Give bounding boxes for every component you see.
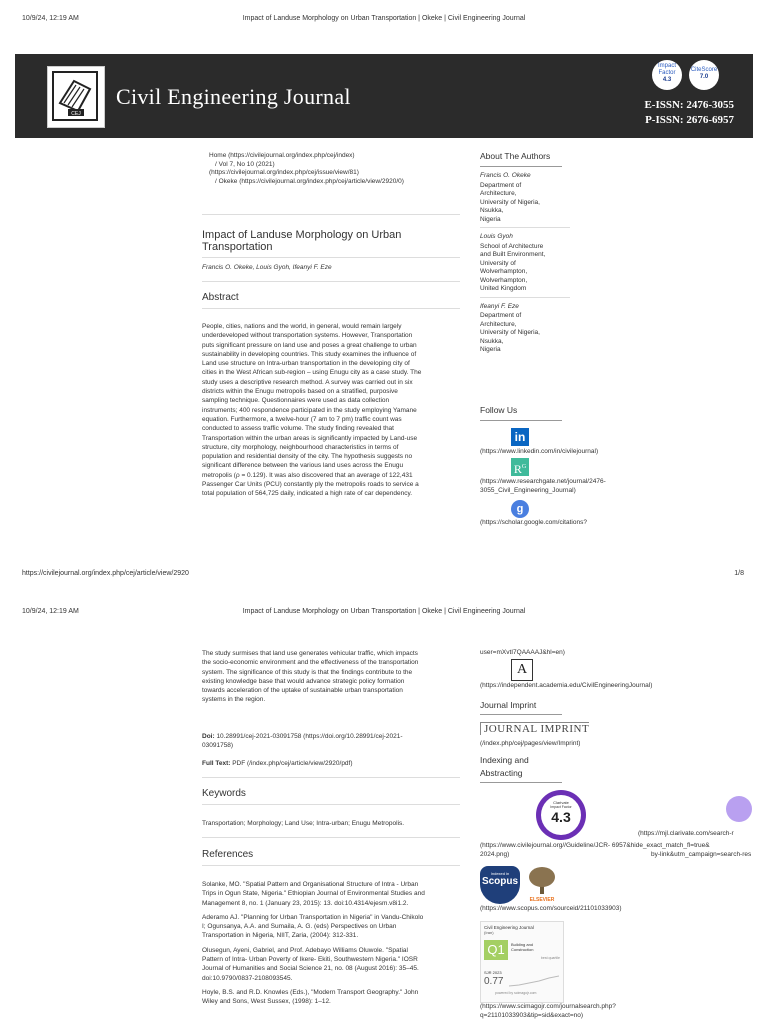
author-name: Francis O. Okeke xyxy=(480,172,531,179)
sjr-category-1: Building and xyxy=(511,942,534,947)
reference-line: Wiley and Sons, West Sussex, (1998): 1–12. xyxy=(202,998,331,1006)
authors-list xyxy=(480,172,570,363)
impact-factor-badge[interactable] xyxy=(652,60,682,90)
abstract-line: study uses a descriptive research method. A survey was carried out in six xyxy=(202,378,413,386)
impact-factor-label1: Impact xyxy=(657,63,676,69)
abstract-line: towards acceleration of the uptake of sustainable urban transportation xyxy=(202,687,403,695)
sjr-link[interactable] xyxy=(480,1003,616,1020)
clarivate-label: Clarivate xyxy=(553,800,569,805)
elsevier-logo[interactable] xyxy=(523,866,561,904)
author-affiliation: School of Architecture xyxy=(480,242,544,250)
divider xyxy=(480,782,562,783)
author-name: Louis Gyoh xyxy=(480,233,513,240)
author-affiliation: Department of xyxy=(480,181,522,189)
print-header-datetime-2: 10/9/24, 12:19 AM xyxy=(22,608,79,615)
impact-factor-value: 4.3 xyxy=(662,77,672,83)
breadcrumb xyxy=(209,152,404,186)
mjl-url-1: (https://mjl.clarivate.com/search-r xyxy=(638,830,734,837)
reference-item xyxy=(202,988,468,1007)
scopus-label: Scopus xyxy=(481,876,519,887)
author-affiliation: Wolverhampton, xyxy=(480,268,528,275)
print-footer-page: 1/8 xyxy=(734,570,744,577)
divider xyxy=(202,837,460,838)
breadcrumb-home[interactable]: Home (https://civilejournal.org/index.php/cej/index) xyxy=(209,152,355,159)
sjr-widget[interactable] xyxy=(480,921,564,1003)
divider xyxy=(202,281,460,282)
journal-imprint-heading: Journal Imprint xyxy=(480,700,537,710)
author-affiliation: United Kingdom xyxy=(480,285,527,292)
print-header-title-2: Impact of Landuse Morphology on Urban Transportation | Okeke | Civil Engineering Journal xyxy=(242,608,526,615)
author-affiliation: Architecture, xyxy=(480,190,517,197)
author-affiliation: Architecture, xyxy=(480,320,517,328)
clarivate-url-2: 2024.png) xyxy=(480,850,510,858)
keywords-text: Transportation; Morphology; Land Use; Intra-urban; Enugu Metropolis. xyxy=(202,820,405,827)
mjl-clarivate-icon[interactable] xyxy=(726,796,752,822)
elsevier-tree-icon xyxy=(527,866,557,894)
reference-line: Management 8, no. 1 (January 23, 2015): 13. doi:10.4314/ejesm.v8i1.2. xyxy=(202,899,409,907)
divider xyxy=(480,420,562,421)
abstract-line: districts within the Enugu metropolis based on a stratified, purposive xyxy=(202,388,398,396)
sjr-label: SJR 2023 xyxy=(484,970,502,975)
abstract-heading: Abstract xyxy=(202,292,239,303)
abstract-line: equation. Furthermore, a twelve-hour (7 am to 7 pm) traffic count was xyxy=(202,415,402,423)
abstract-line: The study surmises that land use generates vehicular traffic, which impacts xyxy=(202,650,418,657)
google-scholar-link[interactable]: (https://scholar.google.com/citations? xyxy=(480,519,587,526)
sjr-category-2: Construction xyxy=(511,947,534,952)
abstract-line: total population of 564,725 daily, indicated a high rate of car dependency. xyxy=(202,490,413,498)
print-header-title: Impact of Landuse Morphology on Urban Transportation | Okeke | Civil Engineering Journal xyxy=(242,15,526,22)
keywords-heading: Keywords xyxy=(202,788,246,799)
indexing-heading-2: Abstracting xyxy=(480,768,523,778)
clarivate-value: 4.3 xyxy=(551,809,571,825)
author-name: Ifeanyi F. Eze xyxy=(480,302,519,310)
author-affiliation: Nigeria xyxy=(480,215,501,223)
academia-icon[interactable]: A xyxy=(511,659,533,681)
abstract-line: puts significant pressure on land use and poses a great challenge to urban xyxy=(202,341,417,349)
abstract-line: conducted to assess traffic volume. The study finding revealed that xyxy=(202,425,394,433)
author-affiliation: University of Nigeria, xyxy=(480,198,540,206)
reference-line: Hoyle, B.S. and R.D. Knowles (Eds.), "Modern Transport Geography." John xyxy=(202,988,419,996)
references-list xyxy=(202,880,468,1012)
abstract-line: underdeveloped without transportation systems. However, Transportation xyxy=(202,332,413,340)
abstract-line: structure, city morphology, neighbourhood characteristics in terms of xyxy=(202,443,399,451)
mjl-link-2[interactable]: by-link&utm_campaign=search-res xyxy=(651,851,752,858)
doi-label: Doi: xyxy=(202,733,215,740)
divider xyxy=(202,865,460,866)
mjl-link[interactable] xyxy=(638,830,734,839)
author-affiliation: Nsukka, xyxy=(480,207,504,214)
print-footer-url: https://civilejournal.org/index.php/cej/article/view/2920 xyxy=(22,570,189,577)
breadcrumb-volume[interactable]: / Vol 7, No 10 (2021) xyxy=(215,160,275,168)
sjr-value: 0.77 xyxy=(484,976,504,987)
abstract-line: Land use structure on Intra-urban transportation in the developing city of xyxy=(202,360,410,368)
article-title-line1: Impact of Landuse Morphology on Urban xyxy=(202,229,402,241)
abstract-line: system. The significance of this study is that the findings contribute to the xyxy=(202,668,413,676)
sjr-powered: powered by scimagojr.com xyxy=(495,991,537,995)
divider xyxy=(202,257,460,258)
researchgate-link[interactable] xyxy=(480,478,606,495)
citescore-label: CiteScore xyxy=(690,67,718,73)
reference-item xyxy=(202,946,468,983)
doi-link-2[interactable]: 03091758) xyxy=(202,741,234,749)
citescore-value: 7.0 xyxy=(699,74,709,80)
divider xyxy=(202,777,460,778)
abstract-line: instruments; 400 respondence participated in the study employing Yamane xyxy=(202,406,417,414)
reference-line: Trips in Ogun State, Nigeria." Ethiopian Journal of Environmental Studies and xyxy=(202,890,425,898)
reference-line: Aderamo AJ. "Planning for Urban Transportation in Nigeria" in Vandu-Chikolo xyxy=(202,913,424,921)
full-text-label: Full Text: xyxy=(202,760,231,767)
sjr-trend-chart xyxy=(509,972,559,988)
reference-line: Olusegun, Ayeni, Gabriel, and Prof. Adebayo Williams Oluwole. "Spatial xyxy=(202,946,408,954)
indexing-heading xyxy=(480,754,529,780)
impact-factor-label2: Factor xyxy=(658,70,676,76)
reference-item xyxy=(202,880,468,908)
divider xyxy=(202,804,460,805)
scopus-top: Indexed in xyxy=(490,871,510,876)
researchgate-icon[interactable]: $R^G$ xyxy=(511,458,529,476)
pdf-link[interactable]: PDF (/index.php/cej/article/view/2920/pdf) xyxy=(230,760,353,767)
google-scholar-link-cont[interactable]: user=mXvtI7QAAAAJ&hl=en) xyxy=(480,649,565,656)
abstract-line: population and residential density of the city. The hypothesis suggests no xyxy=(202,453,413,461)
clarivate-sub: Impact Factor xyxy=(550,805,572,809)
abstract-line: Passenger Car Units (PCU) constantly ply the metropolis roads to service a xyxy=(202,481,419,489)
abstract-line: sustainability in developing countries. This study examines the influence of xyxy=(202,350,417,358)
indexing-heading-1: Indexing and xyxy=(480,755,529,765)
academia-link[interactable]: (https://independent.academia.edu/CivilEngineeringJournal) xyxy=(480,682,653,689)
reference-line: I; Ogunsanya, A.A. and Sumaila, A. G. (eds) Perspectives on Urban xyxy=(202,923,397,931)
scopus-badge[interactable] xyxy=(480,866,520,904)
sjr-country: (Iran) xyxy=(484,930,494,935)
citescore-badge[interactable] xyxy=(689,60,719,90)
abstract-text xyxy=(202,322,464,499)
author-entry xyxy=(480,172,570,228)
doi xyxy=(202,733,464,750)
author-affiliation: Nigeria xyxy=(480,346,501,353)
divider xyxy=(202,214,460,215)
abstract-line: People, cities, nations and the world, in general, would remain largely xyxy=(202,323,402,330)
linkedin-link[interactable]: (https://www.linkedin.com/in/civilejournal) xyxy=(480,448,599,455)
scopus-link[interactable]: (https://www.scopus.com/sourceid/21101033903) xyxy=(480,905,622,912)
reference-line: Solanke, MO. "Spatial Pattern and Organisational Structure of Intra - Urban xyxy=(202,881,419,888)
reference-line: Journal of Humanities and Social Science 21, no. 08 (August 2016): 35–45. xyxy=(202,965,419,973)
sjr-url-1: (https://www.scimagojr.com/journalsearch.php? xyxy=(480,1003,616,1010)
sjr-title: Civil Engineering Journal xyxy=(484,925,534,930)
pissn: P-ISSN: 2676-6957 xyxy=(645,114,734,126)
sjr-best: best quartile xyxy=(540,956,560,960)
google-scholar-icon[interactable]: g xyxy=(511,500,529,518)
reference-line: doi:10.9790/0837-2108093545. xyxy=(202,974,293,982)
sjr-url-2: q=21101033903&tip=sid&exact=no) xyxy=(480,1011,584,1019)
author-affiliation: Nsukka, xyxy=(480,337,504,345)
print-header-datetime: 10/9/24, 12:19 AM xyxy=(22,15,79,22)
divider xyxy=(202,308,460,309)
divider xyxy=(480,714,562,715)
clarivate-url-1: (https://www.civilejournal.org//Guideline/JCR- 6957&hide_exact_match_fl=true& xyxy=(480,842,710,849)
breadcrumb-volume-url[interactable]: (https://civilejournal.org/index.php/cej/issue/view/81) xyxy=(209,169,359,176)
researchgate-url-2: 3055_Civil_Engineering_Journal) xyxy=(480,486,576,494)
researchgate-icon-text: R xyxy=(513,462,522,476)
journal-name[interactable]: Civil Engineering Journal xyxy=(116,84,351,109)
reference-line: Pattern of Intra- Urban Poverty of Ikere- Ekiti, Southwestern Nigeria." IOSR xyxy=(202,956,418,964)
researchgate-url-1: (https://www.researchgate.net/journal/2476- xyxy=(480,478,606,485)
abstract-line: cities in the West African sub-region – using Enugu city as a case study. The xyxy=(202,369,422,377)
article-title-line2: Transportation xyxy=(202,241,273,253)
eissn: E-ISSN: 2476-3055 xyxy=(644,99,734,111)
doi-link[interactable]: 10.28991/cej-2021-03091758 (https://doi.org/10.28991/cej-2021- xyxy=(214,733,403,740)
author-affiliation: University of Nigeria, xyxy=(480,329,540,336)
book-icon xyxy=(54,73,96,119)
logo-text: CEJ xyxy=(71,111,81,117)
abstract-line: metropolis (ρ = 0.129). It was also discovered that an average of 122,431 xyxy=(202,471,413,479)
author-affiliation: University of xyxy=(480,259,516,267)
author-entry xyxy=(480,233,570,298)
author-entry xyxy=(480,303,570,358)
article-title xyxy=(202,229,460,253)
breadcrumb-article[interactable]: / Okeke (https://civilejournal.org/index.php/cej/article/view/2920/0) xyxy=(215,177,404,185)
sjr-quartile: Q1 xyxy=(484,940,508,960)
abstract-line: systems in the region. xyxy=(202,696,266,704)
reference-line: Transportation in Nigeria, NIIT, Zaria, (2004): 312-331. xyxy=(202,932,359,940)
abstract-line: sampling technique. Questionnaires were used as data collection xyxy=(202,397,390,405)
abstract-text-continued xyxy=(202,649,464,705)
imprint-link[interactable]: (/index.php/cej/pages/view/Imprint) xyxy=(480,740,581,747)
about-authors-heading: About The Authors xyxy=(480,151,551,161)
abstract-line: Transportation within the urban areas is significantly impacted by Land-use xyxy=(202,434,418,442)
follow-us-heading: Follow Us xyxy=(480,405,518,415)
article-authors: Francis O. Okeke, Louis Gyoh, Ifeanyi F. Eze xyxy=(202,264,332,271)
linkedin-icon[interactable]: in xyxy=(511,428,529,446)
abstract-line: the socio-economic environment and the effectiveness of the transportation xyxy=(202,659,419,667)
journal-logo[interactable] xyxy=(47,66,105,128)
journal-imprint-logo[interactable]: JOURNAL IMPRINT xyxy=(480,722,589,735)
references-heading: References xyxy=(202,849,254,860)
elsevier-label: ELSEVIER xyxy=(529,897,555,903)
clarivate-impact-badge[interactable] xyxy=(536,790,586,840)
author-affiliation: and Built Environment, xyxy=(480,251,546,258)
author-affiliation: Department of xyxy=(480,312,522,319)
abstract-line: significant difference between the various land uses across the Enugu xyxy=(202,462,404,470)
reference-item xyxy=(202,913,468,941)
full-text xyxy=(202,760,353,769)
divider xyxy=(480,166,562,167)
author-affiliation: Wolverhampton, xyxy=(480,276,528,284)
abstract-line: existing knowledge base that would advance strategic policy formation xyxy=(202,677,405,685)
